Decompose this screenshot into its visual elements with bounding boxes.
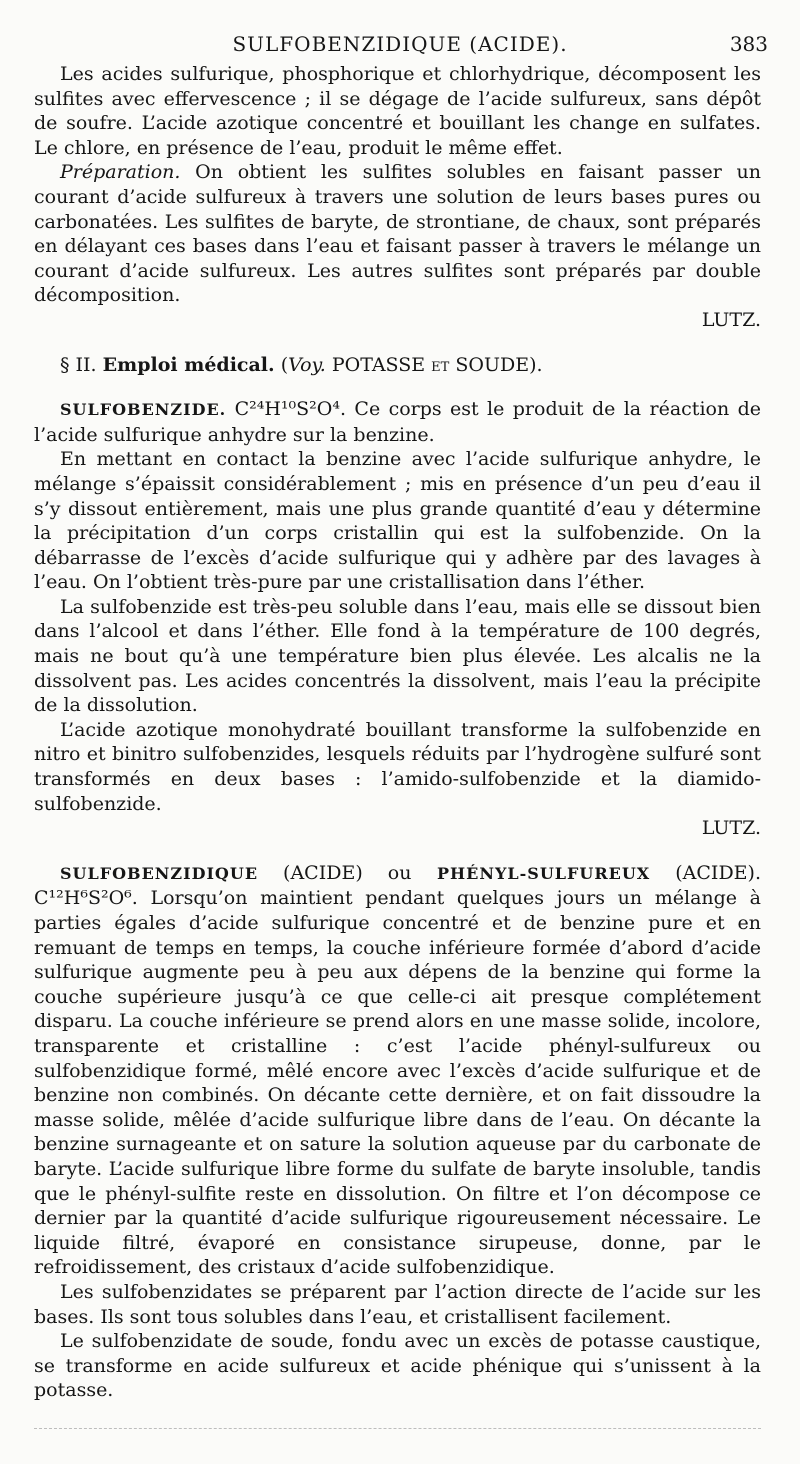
page-number: 383: [729, 32, 768, 56]
footer-rule: [34, 1428, 761, 1429]
sulfites-paragraph-2: [34, 160, 761, 308]
section-refs: POTASSE et SOUDE: [325, 353, 530, 376]
section-heading: [34, 353, 761, 378]
signature-lutz-1: LUTZ.: [701, 308, 761, 331]
section-ref-close: ).: [529, 353, 543, 376]
acide-label-1: (ACIDE): [258, 861, 388, 884]
spacer: [34, 841, 761, 861]
sulfobenzide-paragraph-3: L’acide azotique monohydraté bouillant transforme la sulfobenzide en nitro et binitro sulfobenzides, lesquels réduits par l’hydrogène sulfuré sont transformés en deux bases : l’amido-sulfobenzide et la diamido-sulfobenzide.: [34, 718, 761, 815]
signature-lutz-2: LUTZ.: [701, 817, 761, 840]
sulfobenzidique-paragraph-1: Lorsqu’on maintient pendant quelques jours un mélange à parties égales d’acide sulfurique concentré et de benzine pure et en remuant de temps en temps, la couche inférieure formée d’abord d’acide sulfurique augmente peu à peu aux dépens de la benzine qui forme la couche supérieure jusqu’à ce que celle-ci ait presque complétement disparu. La couche inférieure se prend alors en une masse solide, incolore, transparente et cristalline : c’est l’acide phényl-sulfureux ou sulfobenzidique formé, mêlé encore avec l’excès d’acide sulfurique et de benzine non combinés. On décante cette dernière, et on fait dissoudre la masse solide, mêlée d’acide sulfurique libre dans de l’eau. On décante la benzine surnageante et on sature la solution aqueuse par du carbonate de baryte. L’acide sulfurique libre forme du sulfate de baryte insoluble, tandis que le phényl-sulfite reste en dissolution. On filtre et l’on décompose ce dernier par la quantité d’acide sulfurique rigoureusement nécessaire. Le liquide filtré, évaporé en consistance sirupeuse, donne, par le refroidissement, des cristaux d’acide sulfobenzidique.: [34, 887, 761, 1279]
spacer: [34, 333, 761, 353]
sulfobenzide-paragraph-1: En mettant en contact la benzine avec l’acide sulfurique anhydre, le mélange s’épaissit considérablement ; mis en présence d’un peu d’eau il s’y dissout entièrement, mais une plus grande quantité d’eau y détermine la précipitation d’un corps cristallin qui est la sulfobenzide. On la débarrasse de l’excès d’acide sulfurique qui y adhère par des lavages à l’eau. On l’obtient très-pure par une cristallisation dans l’éther.: [34, 448, 761, 594]
section-mark: § II.: [60, 353, 97, 376]
page-body: [34, 62, 761, 1403]
sulfites-paragraph-1: Les acides sulfurique, phosphorique et chlorhydrique, décomposent les sulfites avec effervescence ; il se dégage de l’acide sulfureux, sans dépôt de soufre. L’acide azotique concentré et bouillant les change en sulfates. Le chlore, en présence de l’eau, produit le même effet.: [34, 63, 761, 159]
entry-head-sulfobenzidique: SULFOBENZIDIQUE: [60, 863, 259, 883]
running-title: SULFOBENZIDIQUE (ACIDE).: [232, 32, 568, 56]
sulfobenzidique-paragraph-3: Le sulfobenzidate de soude, fondu avec un excès de potasse caustique, se transforme en acide sulfureux et acide phénique qui s’unissent à la potasse.: [34, 1330, 761, 1402]
sulfobenzidique-paragraph-2: Les sulfobenzidates se préparent par l’action directe de l’acide sur les bases. Ils sont tous solubles dans l’eau, et cristallisent facilement.: [34, 1280, 761, 1328]
section-voy: Voy.: [288, 353, 326, 376]
sulfobenzide-paragraph-2: La sulfobenzide est très-peu soluble dans l’eau, mais elle se dissout bien dans l’alcool et dans l’éther. Elle fond à la température de 100 degrés, mais ne bout qu’à une température bien plus élevée. Les alcalis ne la dissolvent pas. Les acides concentrés la dissolvent, mais l’eau la précipite de la dissolution.: [34, 595, 761, 717]
acide-label-2: (ACIDE).: [650, 861, 761, 884]
sulfobenzidique-heading: [34, 861, 761, 1280]
preparation-label: Préparation.: [60, 161, 181, 184]
entry-head-phenyl: PHÉNYL-SULFUREUX: [411, 863, 651, 883]
page-header: [0, 28, 800, 58]
spacer: [34, 377, 761, 397]
preparation-text: On obtient les sulfites solubles en faisant passer un courant d’acide sulfureux à travers une solution de leurs bases pures ou carbonatées. Les sulfites de baryte, de strontiane, de chaux, sont préparés en délayant ces bases dans l’eau et faisant passer à travers le mélange un courant d’acide sulfureux. Les autres sulfites sont préparés par double décomposition.: [34, 161, 761, 307]
section-ref-open: (: [280, 353, 289, 376]
ou-word: ou: [387, 861, 412, 884]
sulfobenzide-intro: [34, 397, 761, 447]
sulfobenzide-intro-text: Ce corps est le produit de la réaction de l’acide sulfurique anhydre sur la benzine.: [34, 398, 761, 446]
formula-sulfobenzide: C²⁴H¹⁰S²O⁴.: [234, 398, 347, 421]
formula-sulfobenzidique: C¹²H⁶S²O⁶.: [34, 887, 138, 910]
entry-head-sulfobenzide: SULFOBENZIDE.: [60, 400, 227, 420]
section-title: Emploi médical.: [102, 353, 275, 376]
